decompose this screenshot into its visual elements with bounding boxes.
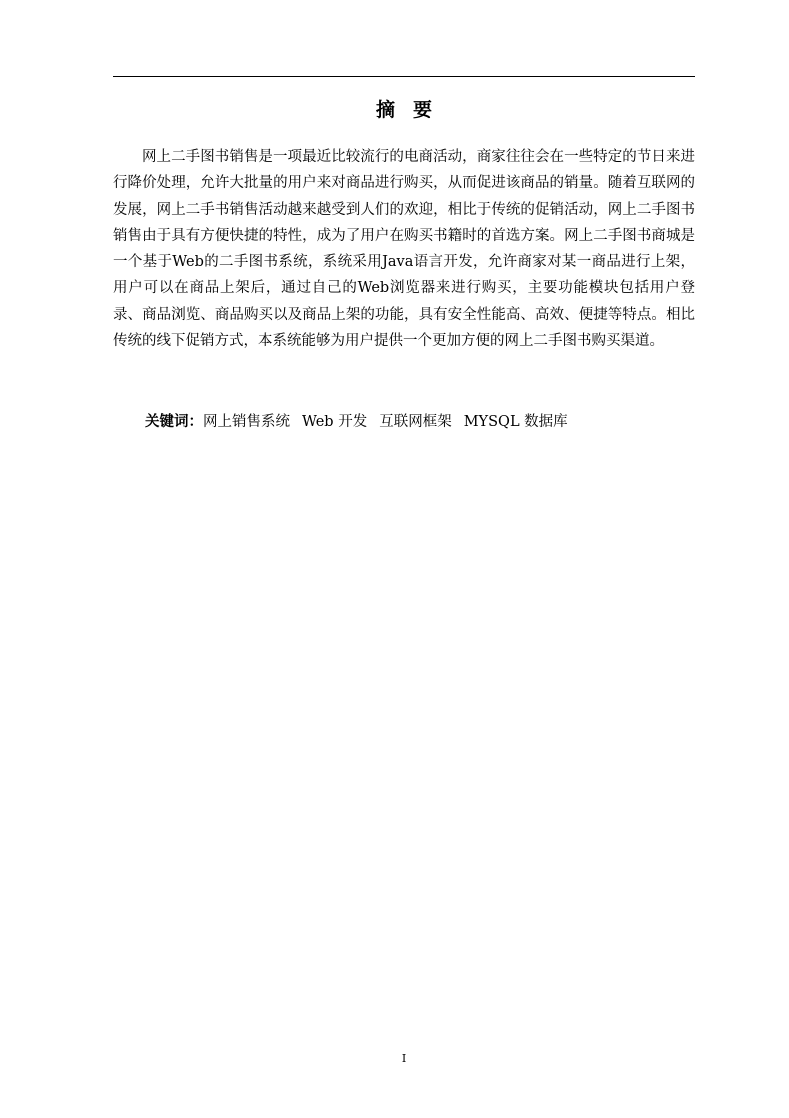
keyword-item: Web 开发: [302, 414, 368, 430]
keyword-item: MYSQL 数据库: [463, 414, 568, 430]
keywords-label: 关键词：: [145, 413, 203, 430]
page-title: 摘要: [375, 99, 450, 121]
keyword-item: 网上销售系统: [203, 414, 290, 430]
page-number: I: [401, 1052, 407, 1065]
keyword-item: 互联网框架: [379, 414, 452, 430]
abstract-paragraph: 网上二手图书销售是一项最近比较流行的电商活动，商家往往会在一些特定的节日来进行降价处理，允许大批量的用户来对商品进行购买，从而促进该商品的销量。随着互联网的发展，网上二手书销售活动越来越受到人们的欢迎，相比于传统的促销活动，网上二手图书销售由于具有方便快捷的特性，成为了用户在购买书籍时的首选方案。网上二手图书商城是一个基于Web的二手图书系统，系统采用Java语言开发，允许商家对某一商品进行上架，用户可以在商品上架后，通过自己的Web浏览器来进行购买，主要功能模块包括用户登录、商品浏览、商品购买以及商品上架的功能，具有安全性能高、高效、便捷等特点。相比传统的线下促销方式，本系统能够为用户提供一个更加方便的网上二手图书购买渠道。: [113, 149, 695, 350]
header-rule: [113, 76, 695, 77]
keywords-line: [145, 410, 695, 434]
